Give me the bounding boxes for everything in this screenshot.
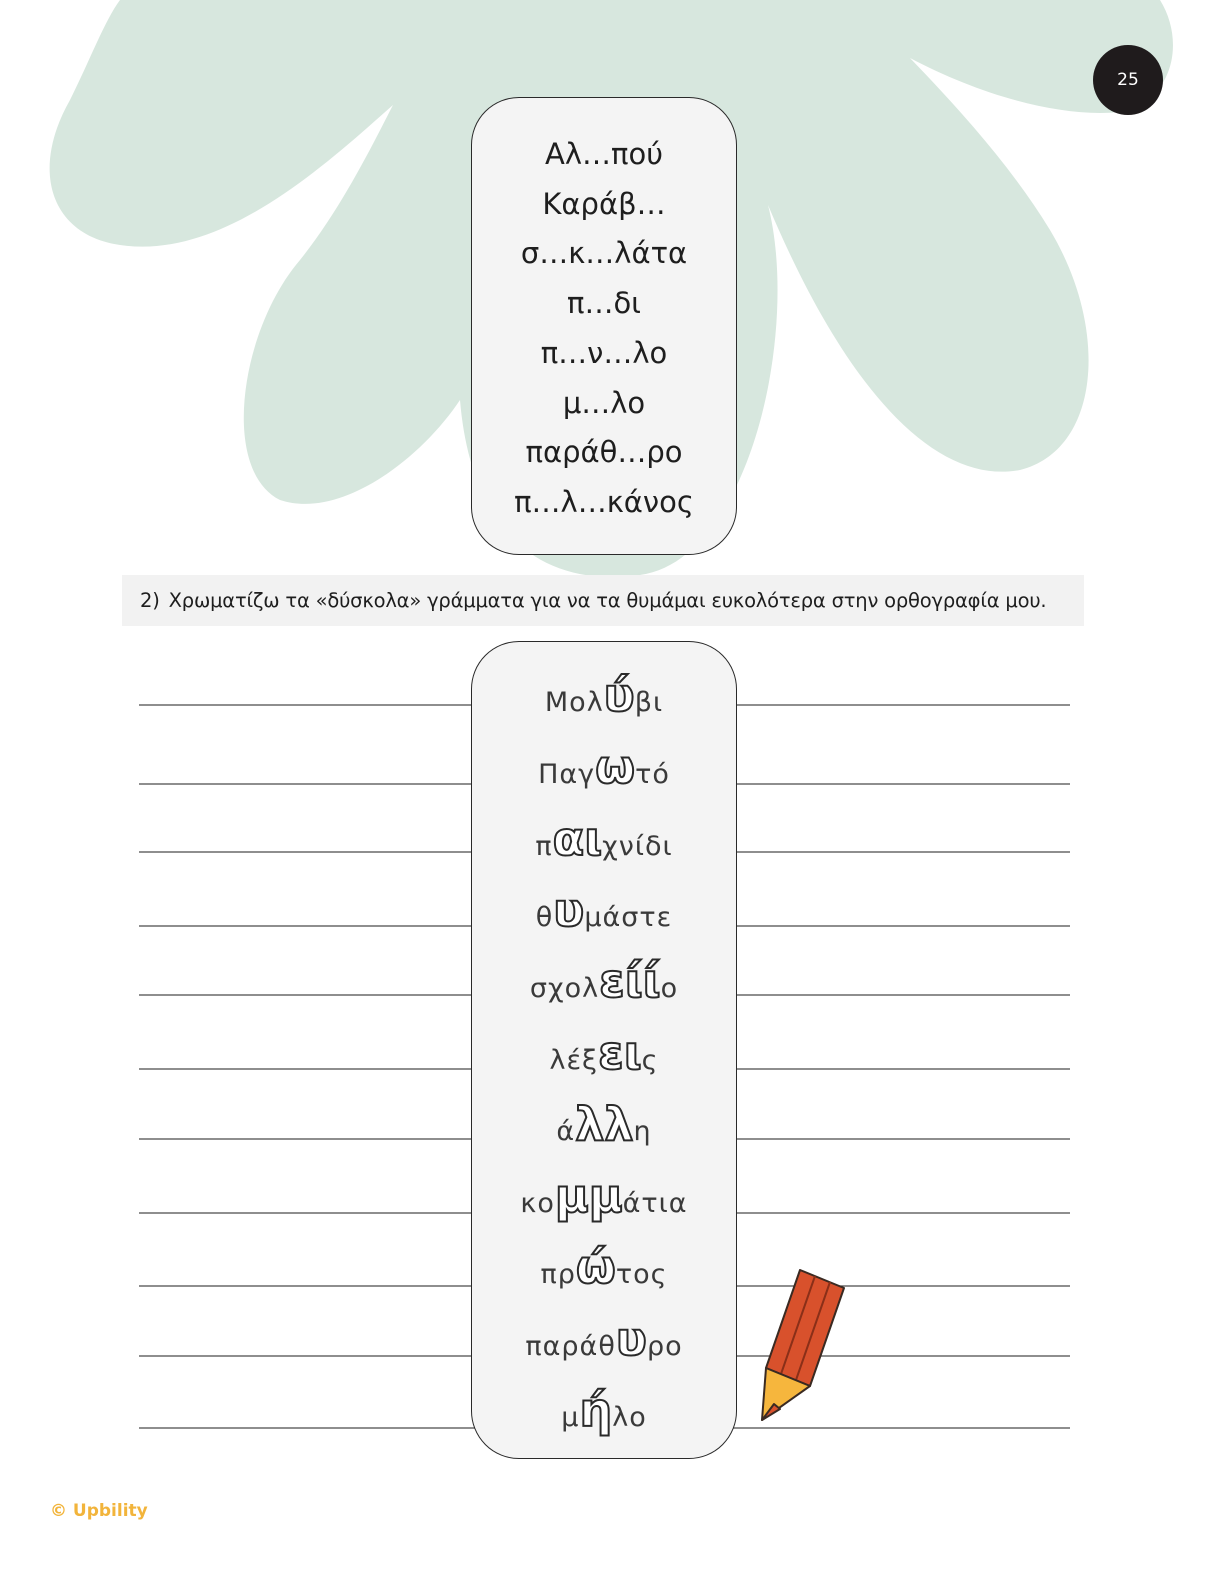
word-part: άτια (622, 1188, 688, 1219)
highlighted-word (472, 1169, 736, 1223)
pencil-icon (752, 1268, 852, 1428)
page-number-badge: 25 (1093, 45, 1163, 115)
difficult-letters: μμ (554, 1169, 623, 1223)
word-part: πρ (540, 1259, 576, 1290)
word-part: μ (561, 1402, 580, 1433)
word-part: λέξ (549, 1045, 599, 1076)
difficult-letters: ύ (603, 668, 635, 722)
highlighted-word (472, 812, 736, 866)
instruction-text: Χρωματίζω τα «δύσκολα» γράμματα για να τα θυμάμαι ευκολότερα στην ορθογραφία μου. (168, 589, 1047, 612)
highlighted-word-list (471, 641, 737, 1459)
word-part: Μολ (544, 687, 604, 718)
highlighted-word (472, 1312, 736, 1366)
fill-in-word: π…λ…κάνος (514, 484, 694, 519)
fill-in-word: π…ν…λο (540, 335, 668, 370)
word-part: λο (612, 1402, 647, 1433)
word-part: τος (615, 1259, 668, 1290)
difficult-letters: λλ (575, 1097, 634, 1151)
word-part: χνίδι (602, 831, 673, 862)
fill-in-word: Καράβ… (542, 186, 666, 221)
difficult-letters: είί (599, 954, 661, 1008)
word-part: ά (556, 1116, 576, 1147)
fill-in-word: σ…κ…λάτα (520, 236, 688, 271)
word-part: ο (660, 973, 679, 1004)
fill-in-word: π…δι (566, 286, 641, 321)
word-part: μάστε (584, 902, 673, 933)
fill-in-word: παράθ…ρο (525, 435, 683, 470)
highlighted-word (472, 1097, 736, 1151)
difficult-letters: αι (552, 812, 603, 866)
highlighted-word (472, 1240, 736, 1294)
highlighted-word (472, 1026, 736, 1080)
difficult-letters: ω (595, 740, 636, 794)
exercise-number: 2) (140, 589, 160, 612)
difficult-letters: ει (598, 1026, 642, 1080)
copyright-brand: © Upbility (50, 1501, 148, 1521)
word-part: θ (535, 902, 554, 933)
difficult-letters: ή (579, 1383, 613, 1437)
word-part: η (633, 1116, 652, 1147)
word-part: κο (520, 1188, 555, 1219)
word-part: τό (635, 759, 670, 790)
word-part: σχολ (529, 973, 600, 1004)
difficult-letters: υ (615, 1312, 647, 1366)
word-part: π (535, 831, 553, 862)
word-part: βι (634, 687, 664, 718)
fill-in-word: μ…λο (562, 385, 646, 420)
highlighted-word (472, 740, 736, 794)
highlighted-word (472, 883, 736, 937)
difficult-letters: υ (553, 883, 585, 937)
word-part: παράθ (525, 1331, 616, 1362)
fill-in-word: Αλ…πού (545, 137, 663, 171)
word-part: Παγ (538, 759, 596, 790)
highlighted-word (472, 668, 736, 722)
highlighted-word (472, 954, 736, 1008)
highlighted-word (472, 1383, 736, 1437)
difficult-letters: ώ (575, 1240, 616, 1294)
word-part: ρο (646, 1331, 683, 1362)
word-part: ς (641, 1045, 659, 1076)
